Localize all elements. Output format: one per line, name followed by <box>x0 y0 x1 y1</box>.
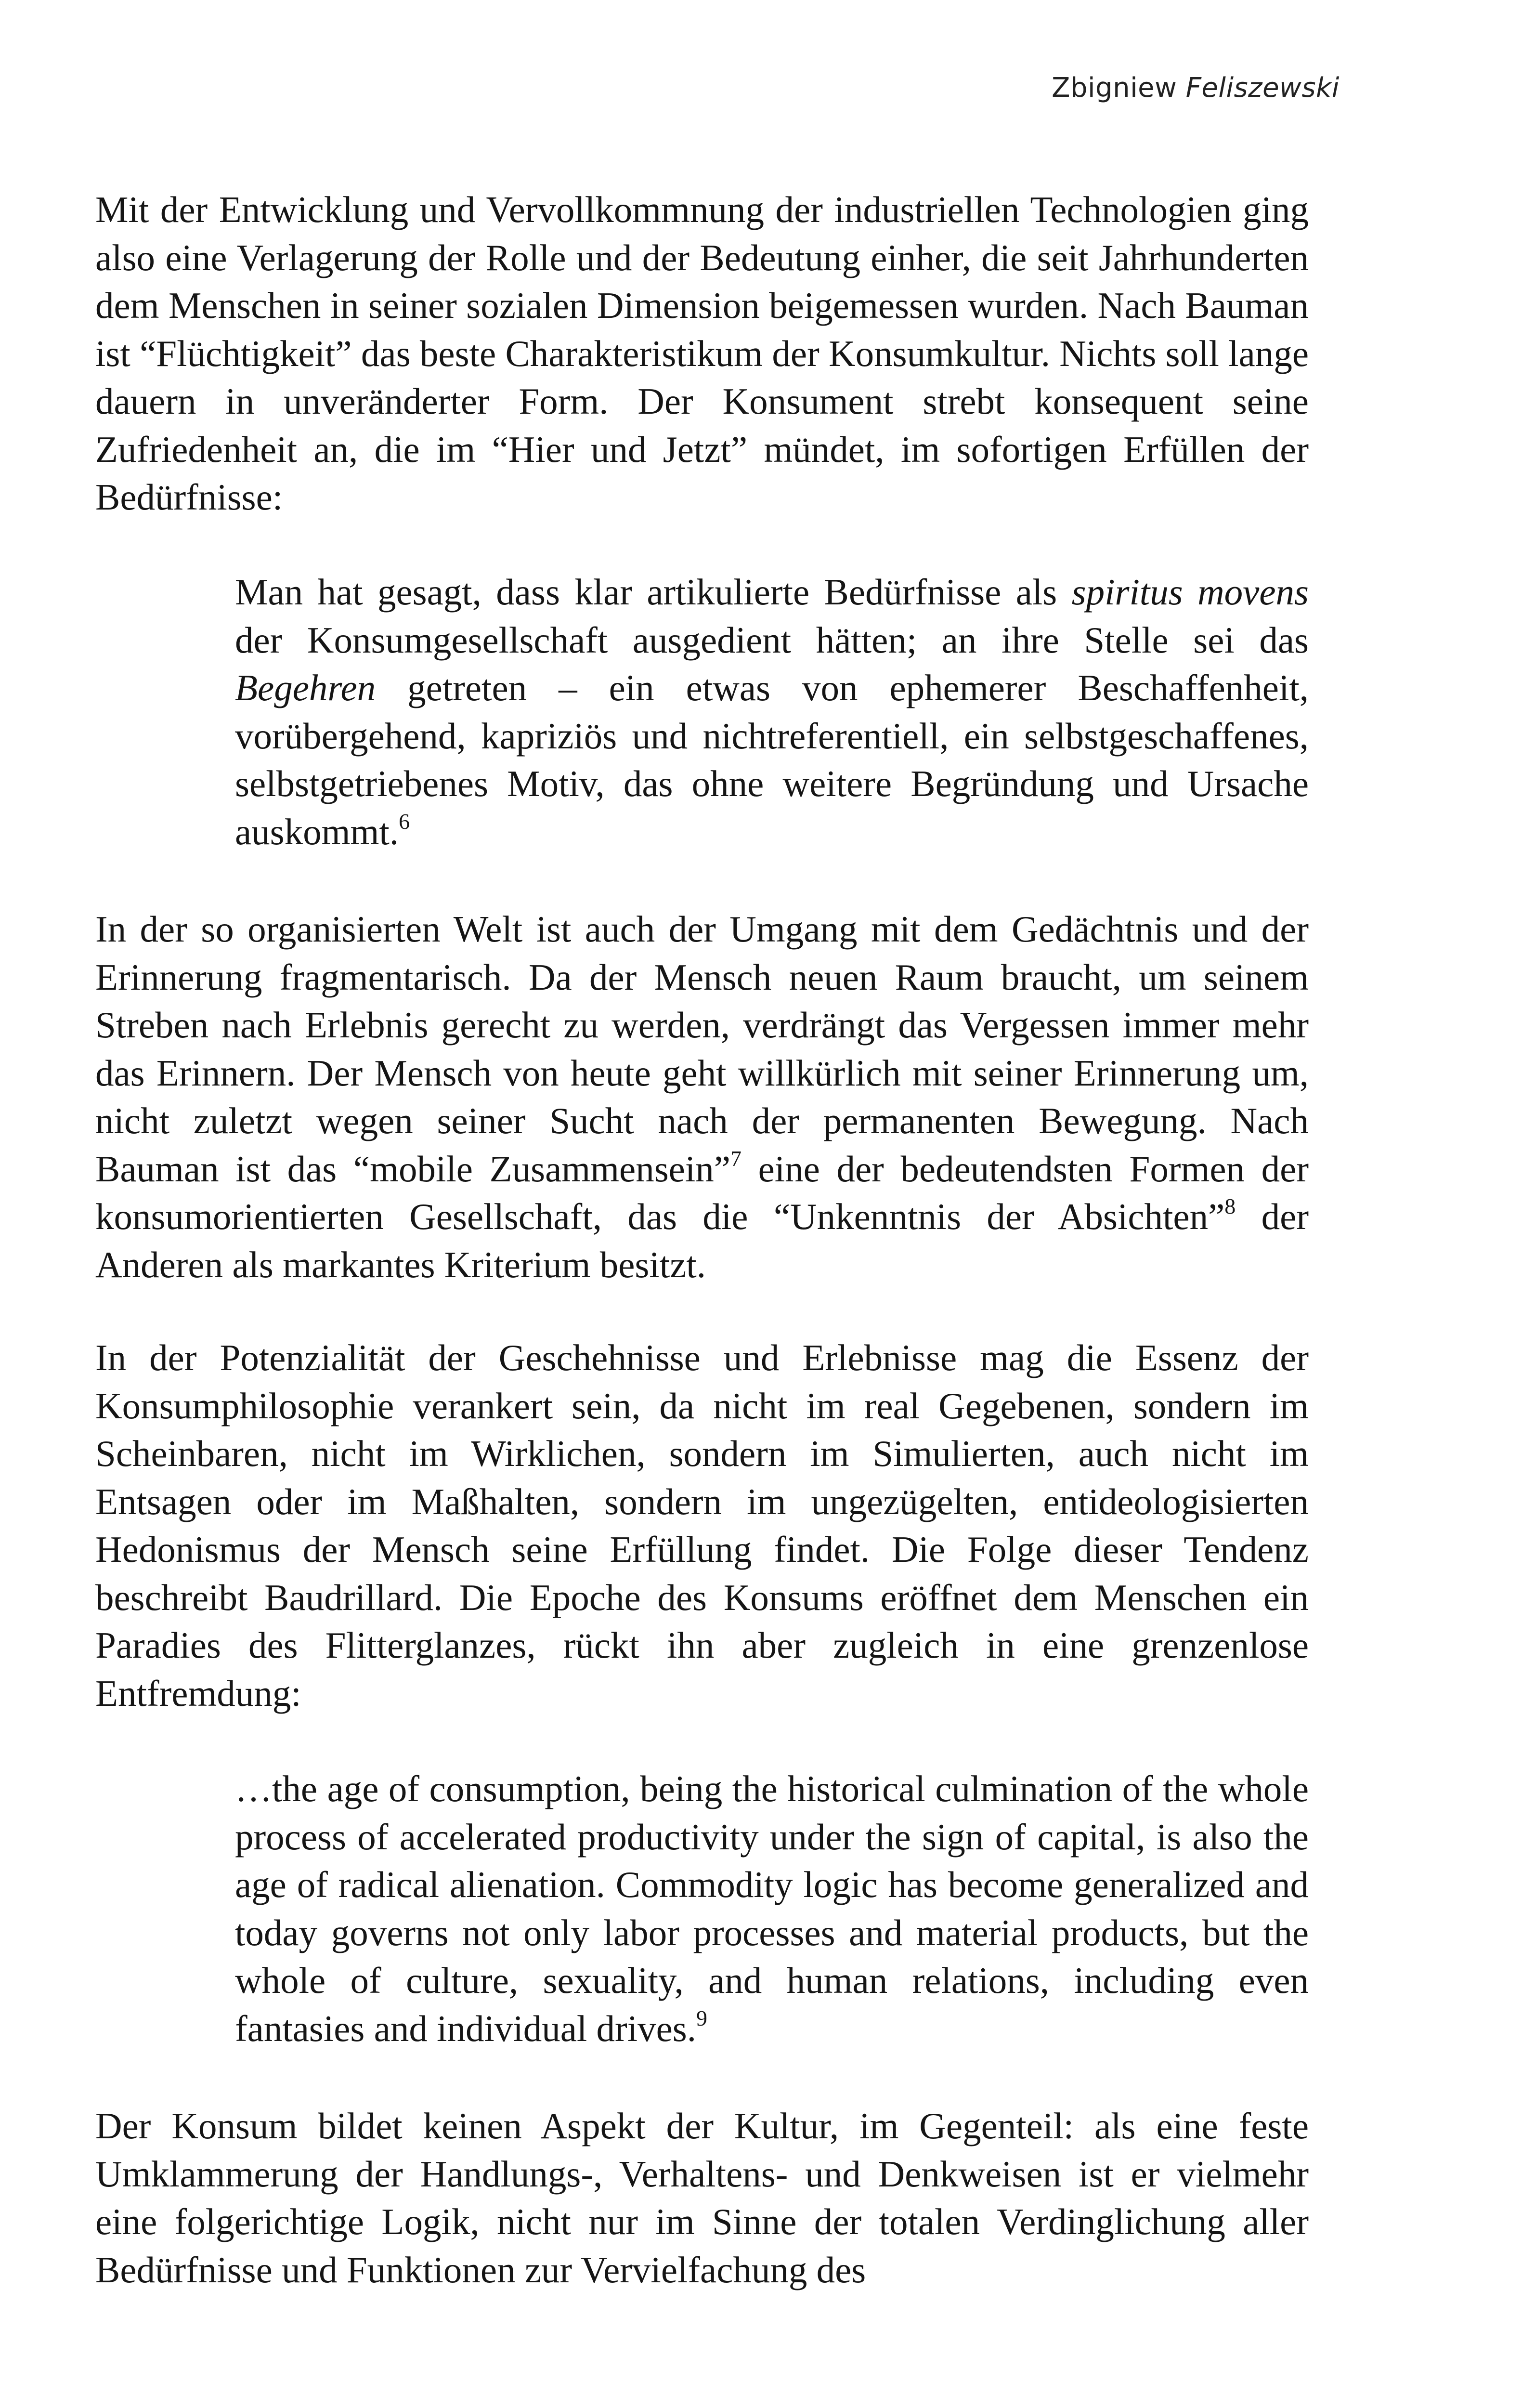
block-quote-1 <box>235 568 1309 856</box>
paragraph-2-text-b: eine der bedeutendsten Formen der konsumorientierten Gesellschaft, das die “Unkenntnis der Absichten” <box>95 1148 1309 1237</box>
footnote-marker-9: 9 <box>696 2005 707 2030</box>
quote-2-text: …the age of consumption, being the historical culmination of the whole process of accelerated productivity under the sign of capital, is also the age of radical alienation. Commodity logic has become generalized and today governs not only labor processes and material products, but the whole of culture, sexuality, and human relations, including even fantasies and individual drives. <box>235 1768 1309 2049</box>
author-first-name: Zbigniew <box>1052 72 1177 104</box>
footnote-marker-6: 6 <box>399 809 410 834</box>
running-head <box>1052 72 1340 104</box>
footnote-marker-7: 7 <box>730 1146 741 1171</box>
paragraph-3: In der Potenzialität der Geschehnisse und Erlebnisse mag die Essenz der Konsumphilosophie verankert sein, da nicht im real Gegebenen, sondern im Scheinbaren, nicht im Wirklichen, sondern im Simulierten, auch nicht im Entsagen oder im Maßhalten, sondern im ungezügelten, entideologisierten Hedonismus der Mensch seine Erfüllung findet. Die Folge dieser Tendenz beschreibt Baudrillard. Die Epoche des Konsums eröffnet dem Menschen ein Paradies des Flitterglanzes, rückt ihn aber zugleich in eine grenzenlose Entfremdung: <box>95 1337 1309 1714</box>
paragraph-4: Der Konsum bildet keinen Aspekt der Kultur, im Gegenteil: als eine feste Umklammerung der Handlungs-, Verhaltens- und Denkweisen ist er vielmehr eine folgerichtige Logik, nicht nur im Sinne der totalen Verdinglichung aller Bedürfnisse und Funktionen zur Vervielfachung des <box>95 2105 1309 2290</box>
quote-1-text-c: getreten – ein etwas von ephemerer Beschaffenheit, vorübergehend, kapriziös und nichtreferentiell, ein selbstgeschaffenes, selbstgetriebenes Motiv, das ohne weitere Begründung und Ursache auskommt. <box>235 667 1309 852</box>
footnote-marker-8: 8 <box>1224 1194 1236 1218</box>
quote-1-text-b: der Konsumgesellschaft ausgedient hätten; an ihre Stelle sei das <box>235 619 1309 661</box>
paragraph-2-text-c: der Anderen als markantes Kriterium besitzt. <box>95 1196 1309 1285</box>
quote-1-italic-begehren: Begehren <box>235 667 376 708</box>
quote-1-text-a: Man hat gesagt, dass klar artikulierte Bedürfnisse als <box>235 571 1072 613</box>
paragraph-1: Mit der Entwicklung und Vervollkommnung der industriellen Technologien ging also eine Verlagerung der Rolle und der Bedeutung einher, die seit Jahrhunderten dem Menschen in seiner sozialen Dimension beigemessen wurden. Nach Bauman ist “Flüchtigkeit” das beste Charakteristikum der Konsumkultur. Nichts soll lange dauern in unveränderter Form. Der Konsument strebt konsequent seine Zufriedenheit an, die im “Hier und Jetzt” mündet, im sofortigen Erfüllen der Bedürfnisse: <box>95 189 1309 518</box>
paragraph-2-text-a: In der so organisierten Welt ist auch der Umgang mit dem Gedächtnis und der Erinnerung fragmentarisch. Da der Mensch neuen Raum braucht, um seinem Streben nach Erlebnis gerecht zu werden, verdrängt das Vergessen immer mehr das Erinnern. Der Mensch von heute geht willkürlich mit seiner Erinnerung um, nicht zuletzt wegen seiner Sucht nach der permanenten Bewegung. Nach Bauman ist das “mobile Zusammensein” <box>95 908 1309 1190</box>
author-surname: Feliszewski <box>1185 72 1340 104</box>
block-quote-2 <box>235 1765 1309 2053</box>
paragraph-2 <box>95 905 1309 1289</box>
quote-1-italic-spiritus-movens: spiritus movens <box>1071 571 1309 613</box>
